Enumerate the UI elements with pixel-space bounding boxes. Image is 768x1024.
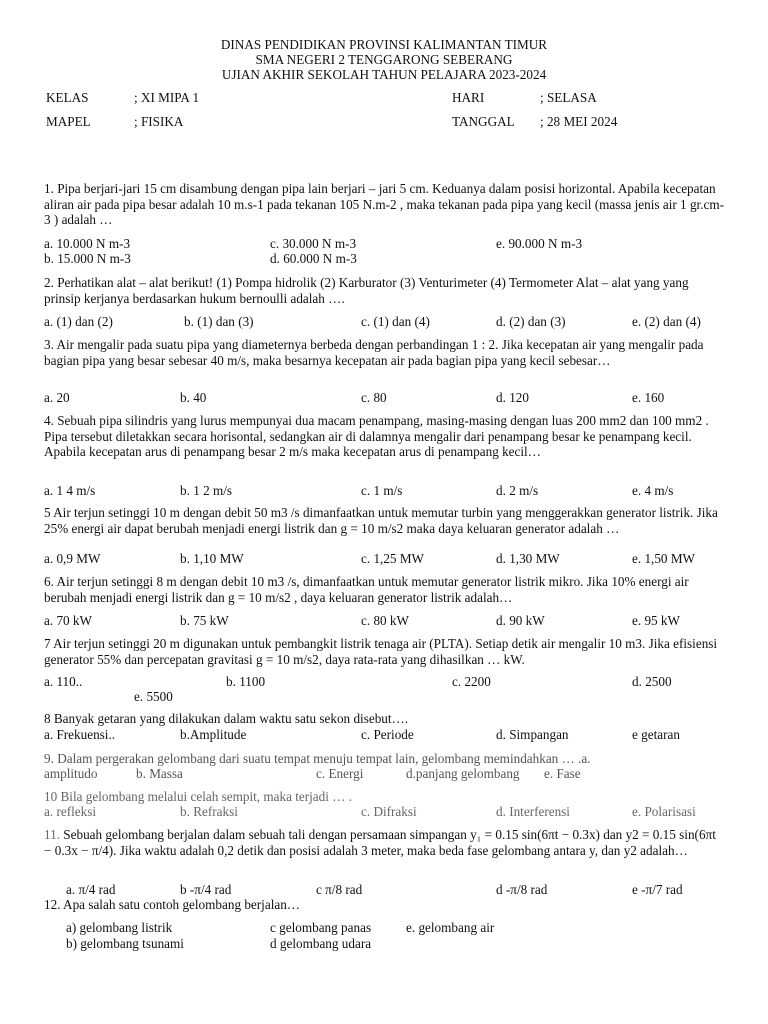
q12-option-b: b) gelombang tsunami — [66, 936, 184, 951]
q11-option-c: c π/8 rad — [316, 882, 363, 897]
q3-option-a: a. 20 — [44, 390, 70, 405]
question-10-text: 10 Bila gelombang melalui celah sempit, maka terjadi … . — [44, 789, 352, 804]
q5-option-d: d. 1,30 MW — [496, 551, 560, 566]
header-school: SMA NEGERI 2 TENGGARONG SEBERANG — [255, 52, 513, 67]
q5-option-a: a. 0,9 MW — [44, 551, 101, 566]
header-exam-title: UJIAN AKHIR SEKOLAH TAHUN PELAJARA 2023-2024 — [221, 67, 547, 82]
q5-option-e: e. 1,50 MW — [632, 551, 695, 566]
question-8-text: 8 Banyak getaran yang dilakukan dalam waktu satu sekon disebut…. — [44, 711, 409, 726]
q10-option-e: e. Polarisasi — [632, 804, 696, 819]
q9-option-b: b. Massa — [136, 766, 183, 781]
q8-option-a: a. Frekuensi.. — [44, 727, 116, 742]
q4-option-e: e. 4 m/s — [632, 483, 674, 498]
q1-option-e: e. 90.000 N m-3 — [496, 236, 583, 251]
q8-option-b: b.Amplitude — [180, 727, 247, 742]
q1-option-d: d. 60.000 N m-3 — [270, 251, 357, 266]
q6-option-c: c. 80 kW — [361, 613, 409, 628]
question-3-text: 3. Air mengalir pada suatu pipa yang diameternya berbeda dengan perbandingan 1 : 2. Jika kecepatan air yang mengalir pada bagian pipa yang besar sebesar 40 m/s, maka besarnya kecepatan air pada bagian pipa yang kecil sebesar… — [44, 337, 704, 368]
q11-option-b: b -π/4 rad — [180, 882, 232, 897]
q9-option-c: c. Energi — [316, 766, 364, 781]
q7-option-c: c. 2200 — [452, 674, 491, 689]
q4-option-a: a. 1 4 m/s — [44, 483, 96, 498]
q3-option-d: d. 120 — [496, 390, 529, 405]
q1-option-b: b. 15.000 N m-3 — [44, 251, 131, 266]
q12-option-a: a) gelombang listrik — [66, 920, 173, 935]
q2-option-a: a. (1) dan (2) — [44, 314, 113, 329]
mapel-value: ; FISIKA — [134, 114, 184, 129]
q9-option-a: amplitudo — [44, 766, 98, 781]
kelas-value: ; XI MIPA 1 — [134, 90, 200, 105]
hari-label: HARI — [452, 90, 485, 105]
q1-option-a: a. 10.000 N m-3 — [44, 236, 131, 251]
tanggal-label: TANGGAL — [452, 114, 515, 129]
tanggal-value: ; 28 MEI 2024 — [540, 114, 618, 129]
question-9-text: 9. Dalam pergerakan gelombang dari suatu tempat menuju tempat lain, gelombang memindahkan … .a. — [44, 751, 591, 766]
q7-option-b: b. 1100 — [226, 674, 266, 689]
q10-option-b: b. Refraksi — [180, 804, 238, 819]
q7-option-a: a. 110.. — [44, 674, 83, 689]
q2-option-e: e. (2) dan (4) — [632, 314, 701, 329]
question-11-text — [44, 827, 724, 858]
q10-option-c: c. Difraksi — [361, 804, 417, 819]
q7-option-d: d. 2500 — [632, 674, 672, 689]
q12-option-c: c gelombang panas — [270, 920, 372, 935]
q6-option-e: e. 95 kW — [632, 613, 680, 628]
q3-option-c: c. 80 — [361, 390, 387, 405]
q10-option-d: d. Interferensi — [496, 804, 570, 819]
q9-option-d: d.panjang gelombang — [406, 766, 520, 781]
question-11-number: 11. — [44, 827, 60, 842]
question-7-text: 7 Air terjun setinggi 20 m digunakan untuk pembangkit listrik tenaga air (PLTA). Setiap detik air mengalir 10 m3. Jika efisiensi generator 55% dan percepatan gravitasi g = 10 m/s2, daya rata-rata yang dihasilkan … kW. — [44, 636, 718, 667]
q9-option-e: e. Fase — [544, 766, 581, 781]
q6-option-b: b. 75 kW — [180, 613, 229, 628]
q11-option-e: e -π/7 rad — [632, 882, 683, 897]
q10-option-a: a. refleksi — [44, 804, 96, 819]
q12-option-d: d gelombang udara — [270, 936, 372, 951]
question-12-text: 12. Apa salah satu contoh gelombang berjalan… — [44, 897, 300, 912]
q3-option-e: e. 160 — [632, 390, 665, 405]
q12-option-e: e. gelombang air — [406, 920, 495, 935]
q4-option-d: d. 2 m/s — [496, 483, 539, 498]
q5-option-b: b. 1,10 MW — [180, 551, 244, 566]
question-4-text: 4. Sebuah pipa silindris yang lurus mempunyai dua macam penampang, masing-masing dengan luas 200 mm2 dan 100 mm2 . Pipa tersebut diletakkan secara horisontal, sedangkan air di dalamnya mengalir dari penampang besar ke penampang kecil. Apabila kecepatan arus di penampang besar 2 m/s maka kecepatan arus di penampang kecil… — [44, 413, 709, 459]
q5-option-c: c. 1,25 MW — [361, 551, 424, 566]
q2-option-c: c. (1) dan (4) — [361, 314, 430, 329]
question-5-text: 5 Air terjun setinggi 10 m dengan debit 50 m3 /s dimanfaatkan untuk memutar turbin yang menggerakkan generator listrik. Jika 25% energi air dapat berubah menjadi energi listrik dan g = 10 m/s2 maka daya keluaran generator adalah … — [44, 505, 718, 536]
q8-option-c: c. Periode — [361, 727, 414, 742]
question-2-text: 2. Perhatikan alat – alat berikut! (1) Pompa hidrolik (2) Karburator (3) Venturimeter (4) Termometer Alat – alat yang yang prinsip kerjanya berdasarkan hukum bernoulli adalah …. — [44, 275, 689, 306]
q4-option-c: c. 1 m/s — [361, 483, 403, 498]
q11-option-a: a. π/4 rad — [66, 882, 116, 897]
question-1-text: 1. Pipa berjari-jari 15 cm disambung dengan pipa lain berjari – jari 5 cm. Keduanya dalam posisi horizontal. Apabila kecepatan aliran air pada pipa besar adalah 10 m.s-1 pada tekanan 105 N.m-2 , maka tekanan pada pipa yang kecil (massa jenis air 1 gr.cm-3 ) adalah … — [44, 181, 724, 227]
q6-option-a: a. 70 kW — [44, 613, 92, 628]
kelas-label: KELAS — [46, 90, 89, 105]
q8-option-e: e getaran — [632, 727, 680, 742]
q3-option-b: b. 40 — [180, 390, 207, 405]
header-agency: DINAS PENDIDIKAN PROVINSI KALIMANTAN TIMUR — [220, 37, 548, 52]
hari-value: ; SELASA — [540, 90, 597, 105]
question-6-text: 6. Air terjun setinggi 8 m dengan debit 10 m3 /s, dimanfaatkan untuk memutar generator listrik mikro. Jika 10% energi air berubah menjadi energi listrik dan g = 10 m/s2 , daya keluaran generator listrik adalah… — [44, 574, 689, 605]
q1-option-c: c. 30.000 N m-3 — [270, 236, 357, 251]
q4-option-b: b. 1 2 m/s — [180, 483, 233, 498]
q2-option-d: d. (2) dan (3) — [496, 314, 566, 329]
q2-option-b: b. (1) dan (3) — [184, 314, 254, 329]
mapel-label: MAPEL — [46, 114, 91, 129]
q11-option-d: d -π/8 rad — [496, 882, 548, 897]
q6-option-d: d. 90 kW — [496, 613, 545, 628]
q8-option-d: d. Simpangan — [496, 727, 569, 742]
question-11-body: Sebuah gelombang berjalan dalam sebuah tali dengan persamaan simpangan y₁ = 0.15 sin(6πt − 0.3x) dan y2 = 0.15 sin(6πt − 0.3x − π/4). Jika waktu adalah 0,2 detik dan posisi adalah 3 meter, maka beda fase gelombang antara y, dan y2 adalah… — [44, 827, 716, 858]
q7-option-e: e. 5500 — [134, 689, 173, 704]
